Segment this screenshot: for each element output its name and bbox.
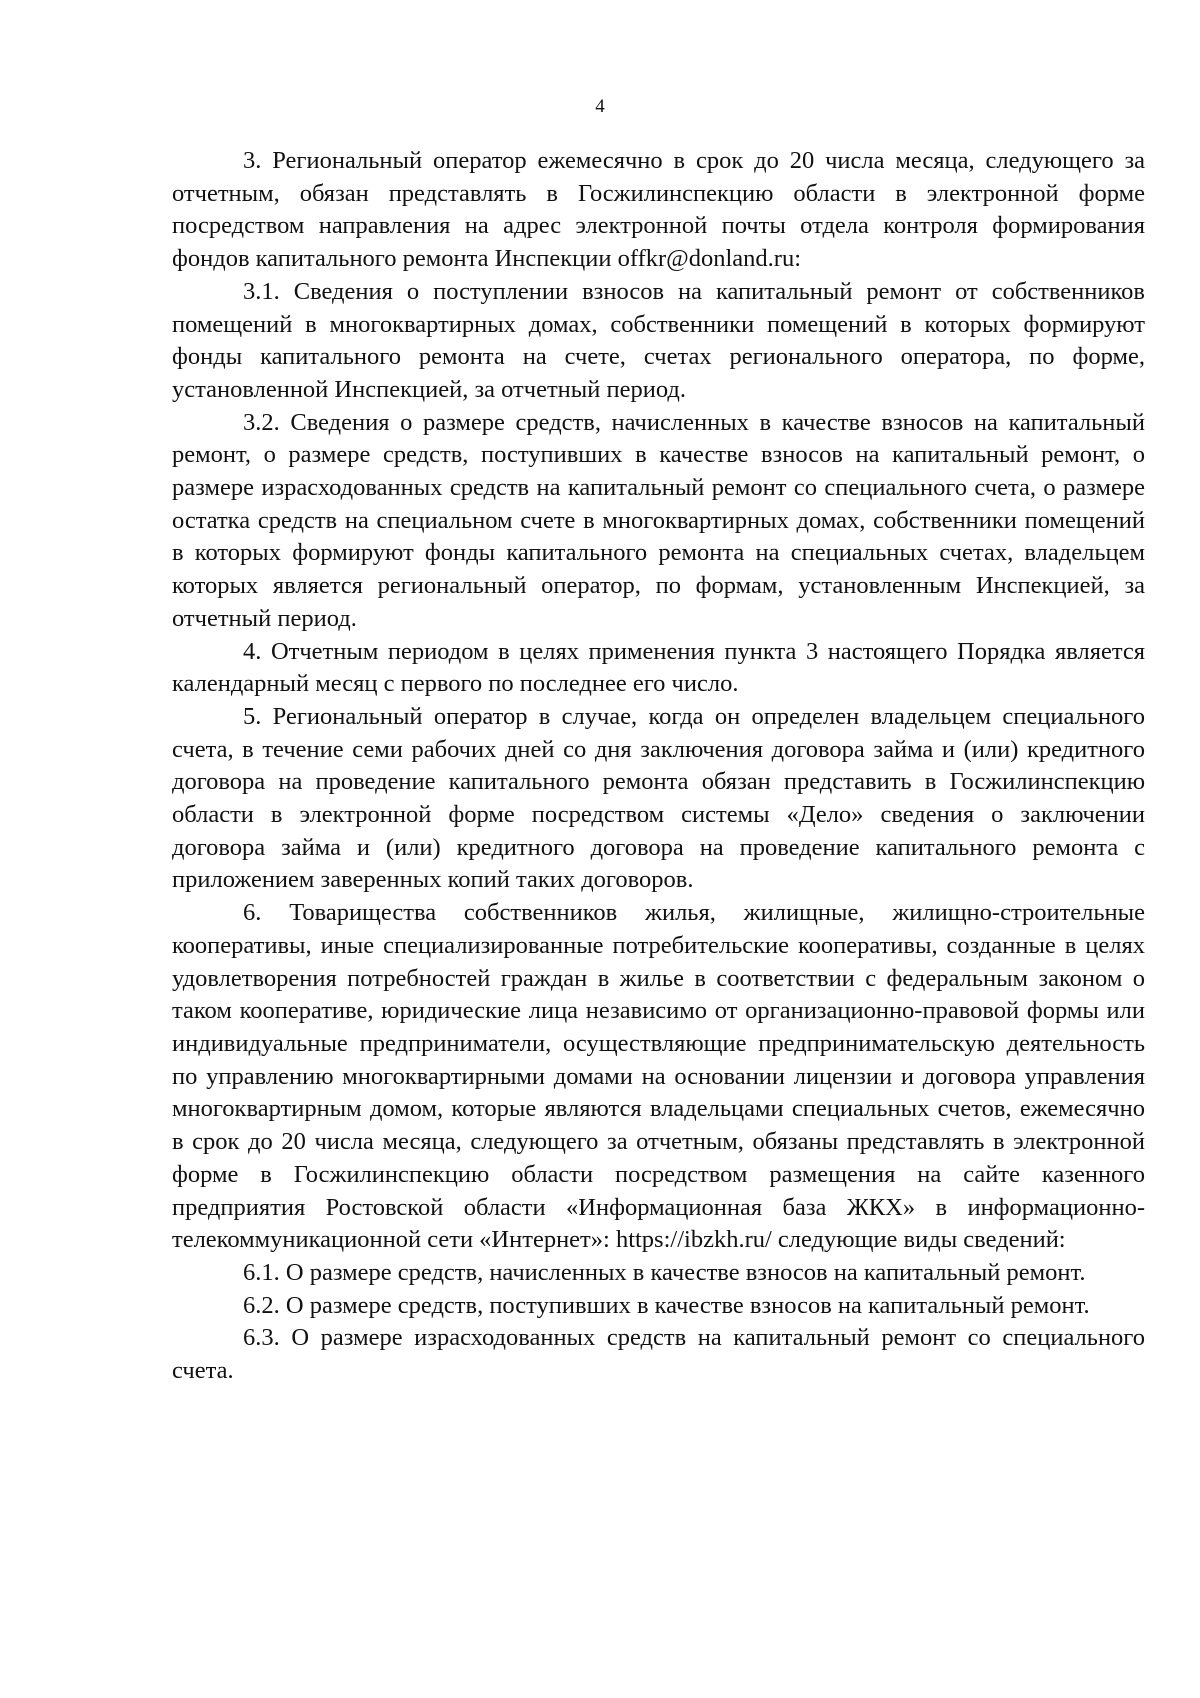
paragraph-3: 3. Региональный оператор ежемесячно в срок до 20 числа месяца, следующего за отчетным, обязан представлять в Госжилинспекцию области в электронной форме посредством направления на адрес электронной почты отдела контроля формирования фондов капитального ремонта Инспекции offkr@donland.ru:	[172, 147, 1145, 273]
paragraph-6-1: 6.1. О размере средств, начисленных в качестве взносов на капитальный ремонт.	[243, 1258, 1086, 1286]
page-number: 4	[595, 96, 605, 117]
paragraph-6-3: 6.3. О размере израсходованных средств на капитальный ремонт со специального счета.	[172, 1324, 1145, 1385]
paragraph-6-2: 6.2. О размере средств, поступивших в качестве взносов на капитальный ремонт.	[243, 1291, 1090, 1319]
paragraph-3-1: 3.1. Сведения о поступлении взносов на капитальный ремонт от собственников помещений в многоквартирных домах, собственники помещений в которых формируют фонды капитального ремонта на счете, счетах регионального оператора, по форме, установленной Инспекцией, за отчетный период.	[172, 277, 1145, 403]
paragraph-6: 6. Товарищества собственников жилья, жилищные, жилищно-строительные кооперативы, иные специализированные потребительские кооперативы, созданные в целях удовлетворения потребностей граждан в жилье в соответствии с федеральным законом о таком кооперативе, юридические лица независимо от организационно-правовой формы или индивидуальные предприниматели, осуществляющие предпринимательскую деятельность по управлению многоквартирными домами на основании лицензии и договора управления многоквартирным домом, которые являются владельцами специальных счетов, ежемесячно в срок до 20 числа месяца, следующего за отчетным, обязаны представлять в электронной форме в Госжилинспекцию области посредством размещения на сайте казенного предприятия Ростовской области «Информационная база ЖКХ» в информационно-телекоммуникационной сети «Интернет»: https://ibzkh.ru/ следующие виды сведений:	[172, 899, 1145, 1254]
document-body	[172, 145, 1145, 1388]
paragraph-3-2: 3.2. Сведения о размере средств, начисленных в качестве взносов на капитальный ремонт, о размере средств, поступивших в качестве взносов на капитальный ремонт, о размере израсходованных средств на капитальный ремонт со специального счета, о размере остатка средств на специальном счете в многоквартирных домах, собственники помещений в которых формируют фонды капитального ремонта на специальных счетах, владельцем которых является региональный оператор, по формам, установленным Инспекцией, за отчетный период.	[172, 408, 1145, 632]
paragraph-5: 5. Региональный оператор в случае, когда он определен владельцем специального счета, в течение семи рабочих дней со дня заключения договора займа и (или) кредитного договора на проведение капитального ремонта обязан представить в Госжилинспекцию области в электронной форме посредством системы «Дело» сведения о заключении договора займа и (или) кредитного договора на проведение капитального ремонта с приложением заверенных копий таких договоров.	[172, 702, 1145, 894]
paragraph-4: 4. Отчетным периодом в целях применения пункта 3 настоящего Порядка является календарный месяц с первого по последнее его число.	[172, 637, 1145, 698]
